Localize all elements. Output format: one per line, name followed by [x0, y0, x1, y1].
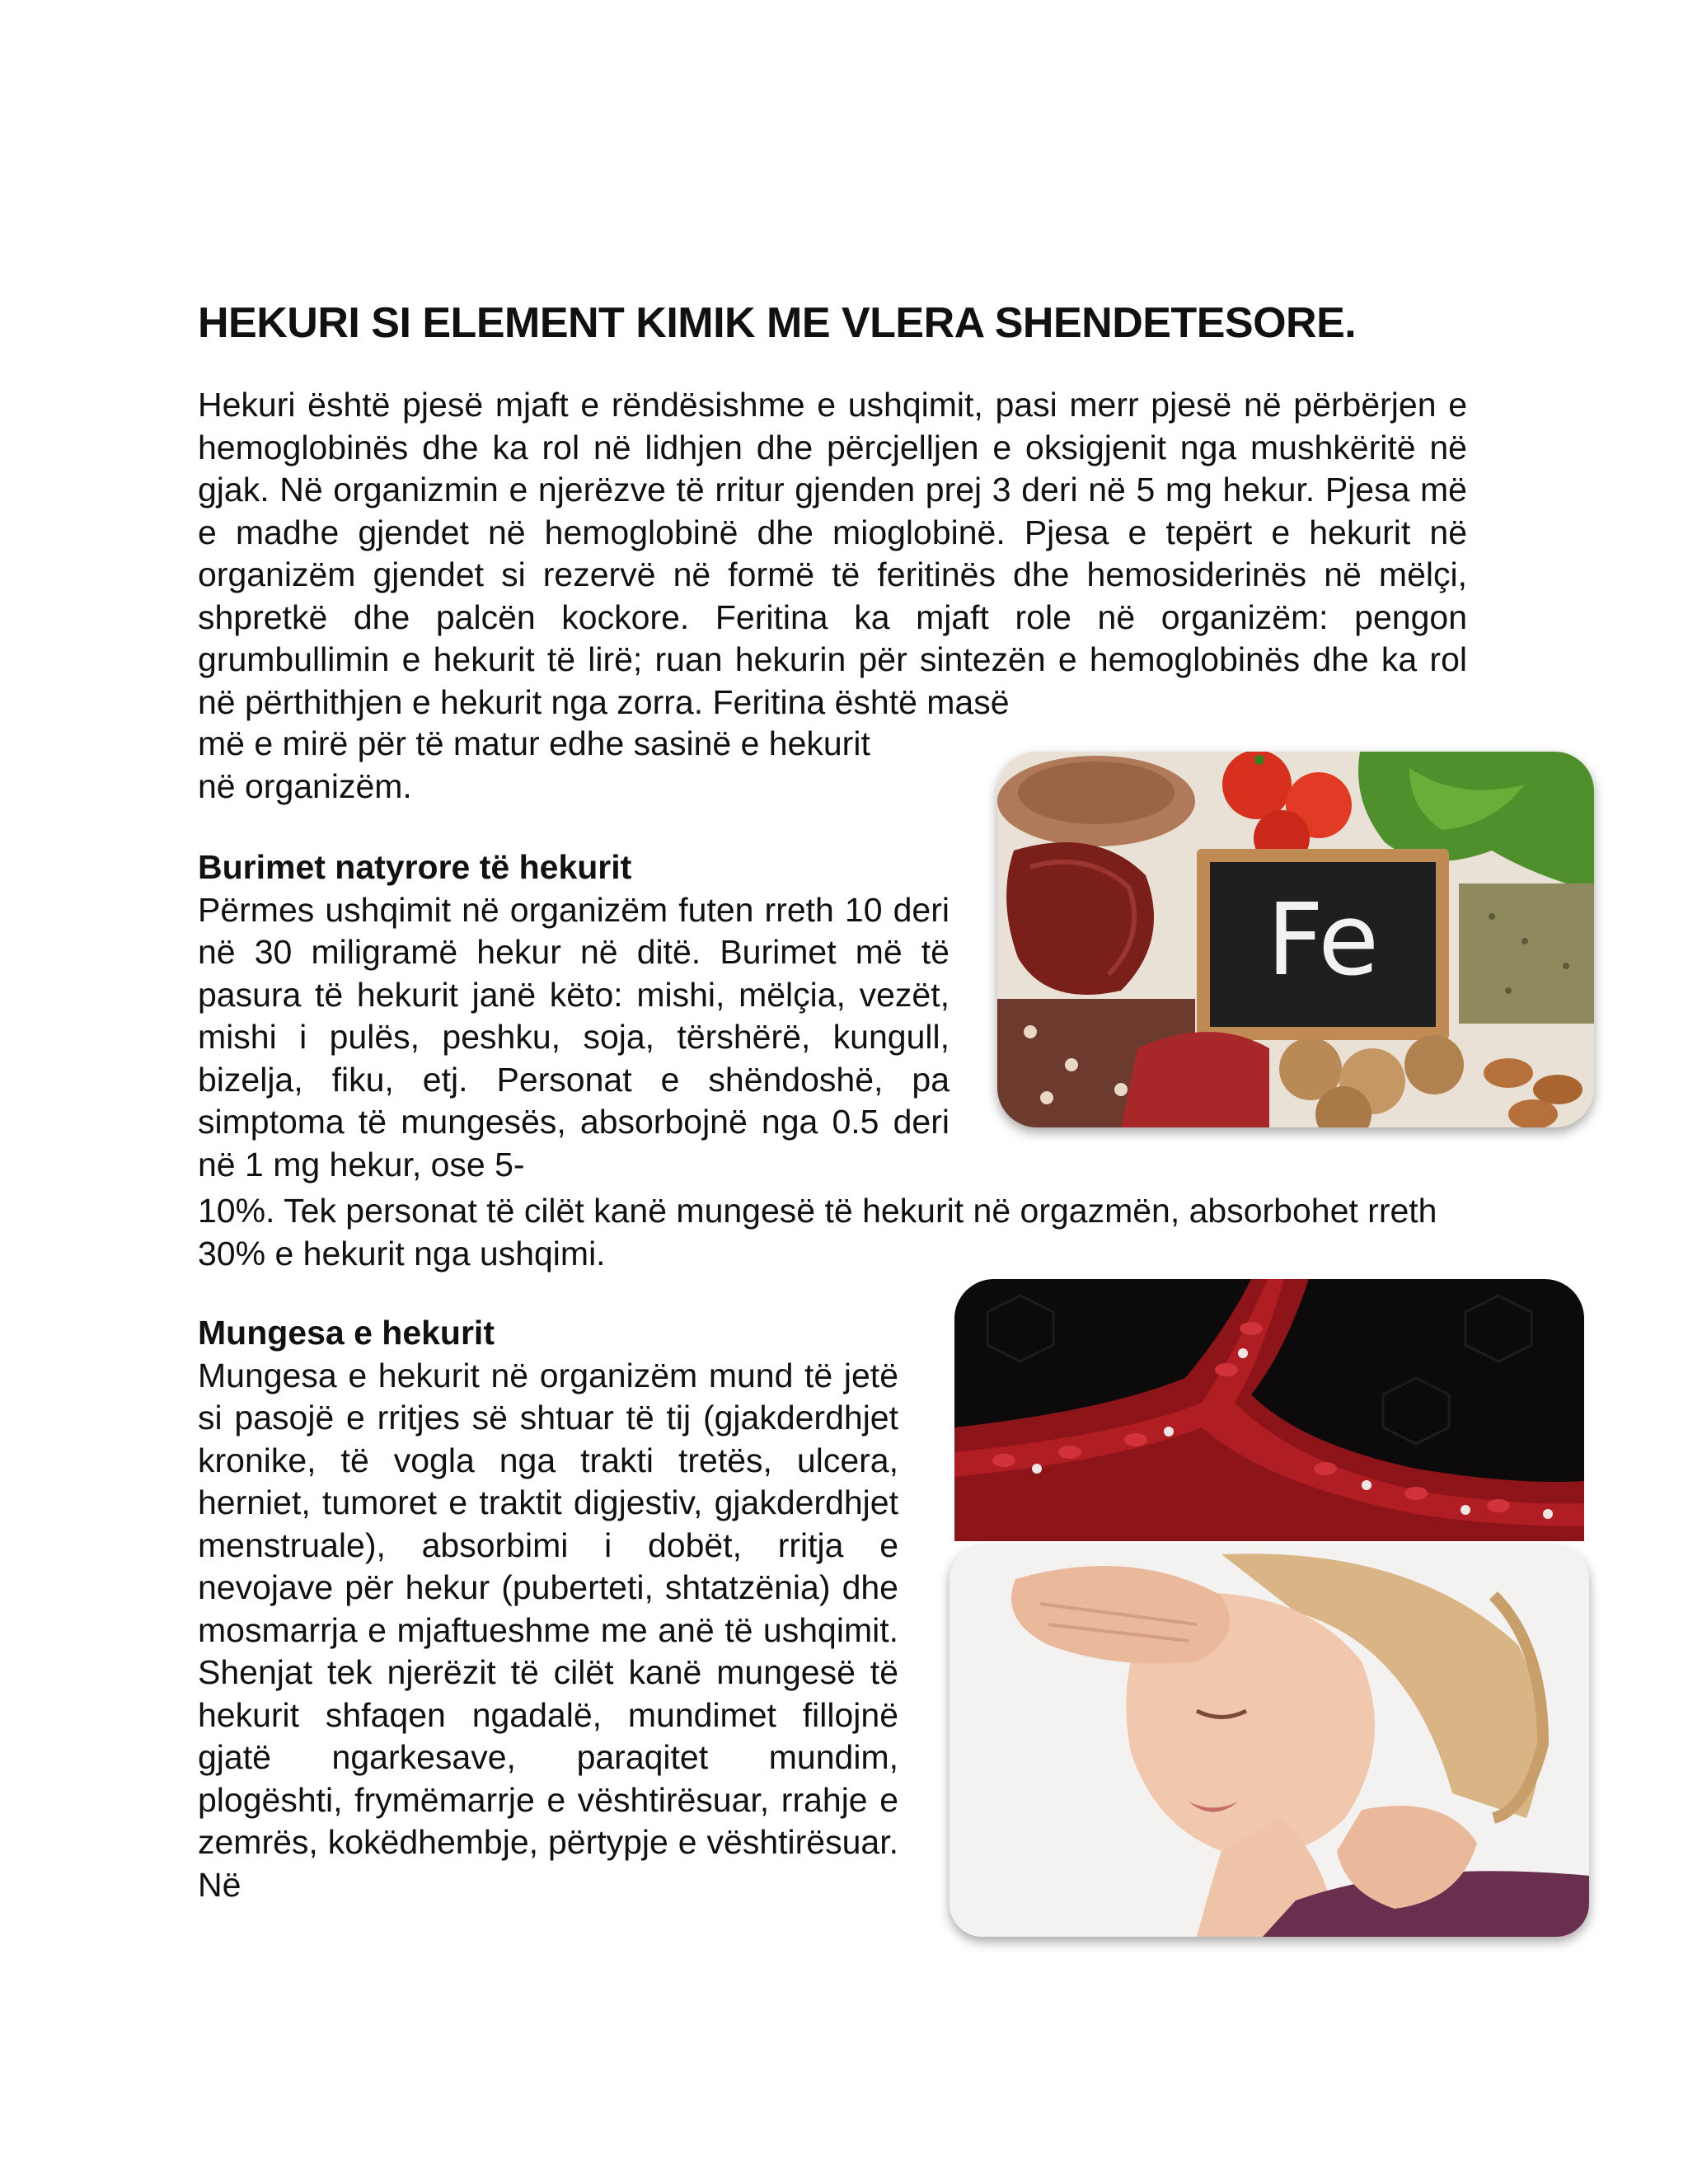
sources-paragraph: Përmes ushqimit në organizëm futen rreth 10 deri në 30 miligramë hekur në ditë. Burimet më të pasura të hekurit janë këto: mishi, mëlçia, vezët, mishi i pulës, peshku, soja, tërshërë, kungull, bizelja, fiku, etj. Personat e shëndoshë, pa simptoma të mungesës, absorbojnë nga 0.5 deri në 1 mg hekur, ose 5- [198, 890, 950, 1183]
intro-section [198, 384, 1467, 724]
page-title: HEKURI SI ELEMENT KIMIK ME VLERA SHENDETESORE. [198, 299, 1357, 347]
blood-vessel-image [954, 1279, 1584, 1541]
intro-tail-line-1: më e mirë për të matur edhe sasinë e hekurit [198, 724, 870, 762]
woman-headache-image [950, 1546, 1589, 1937]
intro-tail-line-2: në organizëm. [198, 766, 412, 805]
fe-chalkboard-text: Fe [1266, 883, 1380, 998]
sources-section [198, 846, 950, 1186]
sources-paragraph-tail [198, 1190, 1467, 1275]
deficiency-section [198, 1312, 898, 1906]
sources-tail-text: 10%. Tek personat të cilët kanë mungesë të hekurit në orgazmën, absorbohet rreth 30% e hekurit nga ushqimi. [198, 1192, 1437, 1272]
deficiency-paragraph: Mungesa e hekurit në organizëm mund të jetë si pasojë e rritjes së shtuar të tij (gjakderdhjet kronike, të vogla nga trakti tretës, ulcera, herniet, tumoret e traktit digjestiv, gjakderdhjet menstruale), absorbimi i dobët, rritja e nevojave për hekur (puberteti, shtatzënia) dhe mosmarrja e mjaftueshme me anë të ushqimit. Shenjat tek njerëzit të cilët kanë mungesë të hekurit shfaqen ngadalë, mundimet fillojnë gjatë ngarkesave, paraqitet mundim, plogështi, frymëmarrje e vështirësuar, rrahje e zemrës, kokëdhembje, përtypje e vështirësuar. Në [198, 1356, 898, 1904]
intro-paragraph-tail [198, 723, 956, 808]
iron-foods-image [997, 752, 1594, 1127]
intro-paragraph: Hekuri është pjesë mjaft e rëndësishme e ushqimit, pasi merr pjesë në përbërjen e hemoglobinës dhe ka rol në lidhjen dhe përcjelljen e oksigjenit nga mushkëritë në gjak. Në organizmin e njerëzve të rritur gjenden prej 3 deri në 5 mg hekur. Pjesa më e madhe gjendet në hemoglobinë dhe mioglobinë. Pjesa e tepërt e hekurit në organizëm gjendet si rezervë në formë të feritinës dhe hemosiderinës në mëlçi, shpretkë dhe palcën kockore. Feritina ka mjaft role në organizëm: pengon grumbullimin e hekurit të lirë; ruan hekurin për sintezën e hemoglobinës dhe ka rol në përthithjen e hekurit nga zorra. Feritina është masë [198, 386, 1467, 721]
sources-heading: Burimet natyrore të hekurit [198, 848, 632, 886]
deficiency-heading: Mungesa e hekurit [198, 1314, 495, 1352]
